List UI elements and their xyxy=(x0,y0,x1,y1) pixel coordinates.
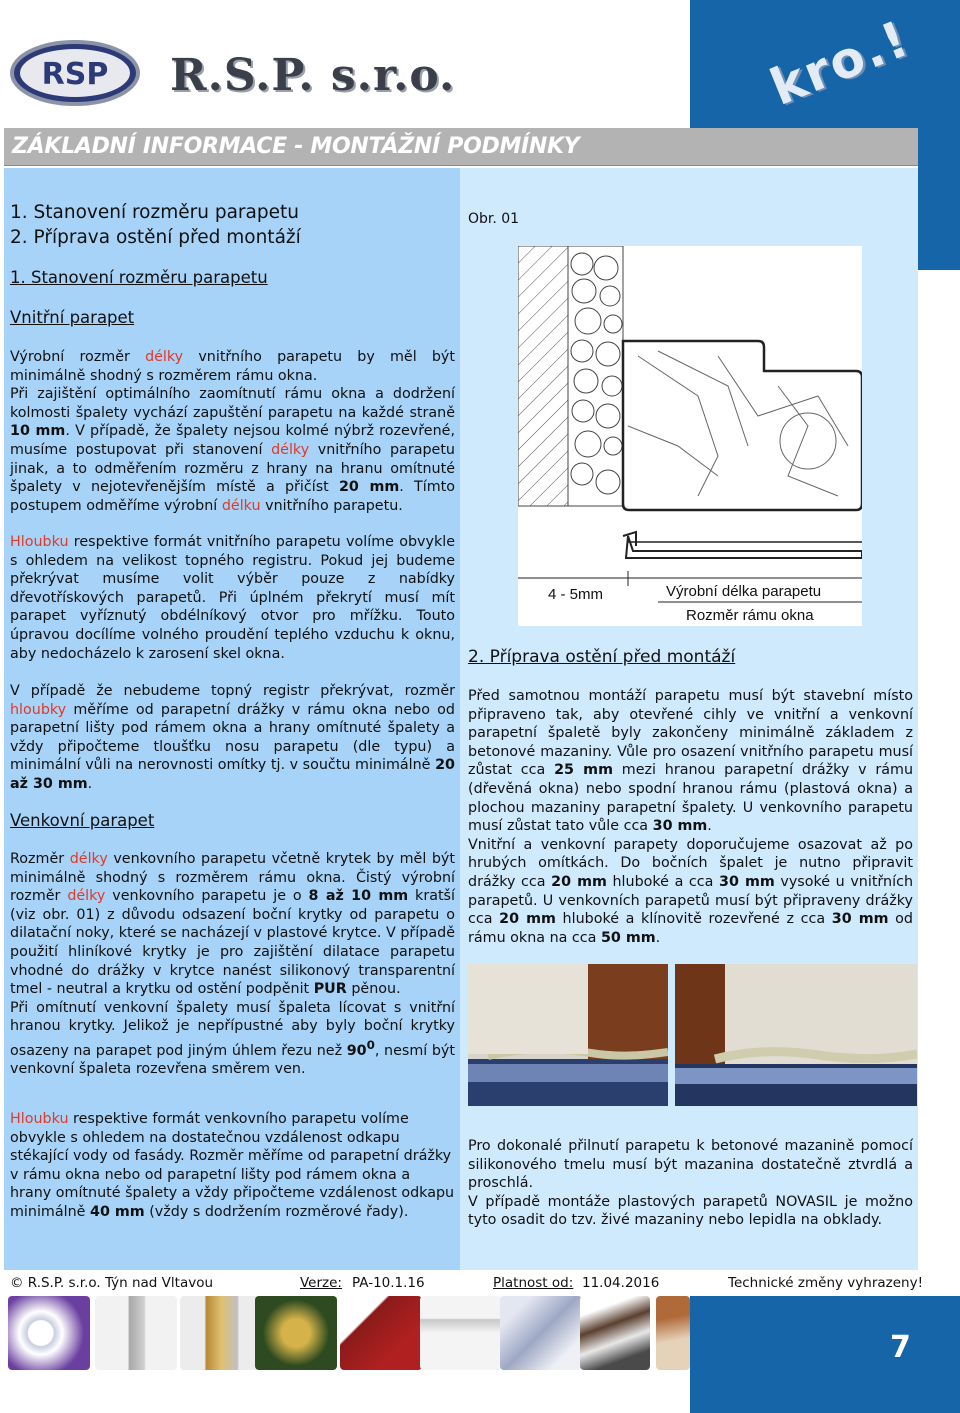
sill-installation-photo xyxy=(468,964,668,1106)
product-thumbnails xyxy=(0,1296,690,1413)
svg-text:4 - 5mm: 4 - 5mm xyxy=(548,586,604,603)
product-thumb xyxy=(420,1296,502,1370)
toc-item[interactable]: 1. Stanovení rozměru parapetu xyxy=(10,202,299,223)
footer xyxy=(0,1272,960,1296)
page-number-box xyxy=(690,1296,960,1413)
sealing-text: Pro dokonalé přilnutí parapetu k betonové mazanině pomocí silikonového tmelu musí být mazanina dostatečně ztvrdlá a proschlá. V případě montáže plastových parapetů NOVASIL je možno tyto osadit do tzv. živé mazaniny nebo lepidla na obklady. xyxy=(468,1138,913,1229)
page-number: 7 xyxy=(890,1330,911,1365)
svg-text:Výrobní délka parapetu: Výrobní délka parapetu xyxy=(666,583,822,600)
corner-word: kro.! xyxy=(762,9,918,117)
inner-no-cover-text: V případě že nebudeme topný registr překrývat, rozměr hloubky měříme od parapetní drážky v rámu okna nebo od parapetní lišty pod rámem okna a hrany omítnuté špalety a vždy připočteme tloušťku nosu parapetu (dle typu) a minimální vůli na nerovnosti omítky tj. v součtu minimálně 20 až 30 mm. xyxy=(10,683,455,792)
svg-text:RSP: RSP xyxy=(41,57,109,92)
inner-sill-text: Výrobní rozměr délky vnitřního parapetu by měl být minimálně shodný s rozměrem rámu okna. Při zajištění optimálního zaomítnutí rámu okna a dodržení kolmosti špalety vychází zapuštění parapetu na každé straně 10 mm. V případě, že špalety nejsou kolmé nýbrž rozevřené, musíme postupovat při stanovení délky vnitřního parapetu jinak, a to odměřením rozměru z hrany na hranu omítnuté špalety v nejotevřenějším místě a přičíst 20 mm. Tímto postupem odměříme výrobní délku vnitřního parapetu. xyxy=(10,349,455,514)
product-thumb xyxy=(340,1296,422,1370)
product-thumb xyxy=(500,1296,582,1370)
right-accent-band xyxy=(918,0,960,270)
sill-detail-photo xyxy=(675,964,917,1106)
table-of-contents xyxy=(10,200,301,250)
outer-sill-heading: Venkovní parapet xyxy=(10,811,155,830)
footer-version-label: Verze: xyxy=(300,1275,342,1291)
svg-text:Rozměr rámu okna: Rozměr rámu okna xyxy=(686,607,814,624)
preparation-text: Před samotnou montáží parapetu musí být stavební místo připraveno tak, aby otevřené cihly ve vnitřní a venkovní parapetní špaletě byly zakončeny minimálně základem z betonové mazaniny. Vůle pro osazení vnitřního parapetu musí zůstat cca 25 mm mezi hranou parapetní drážky v rámu (dřevěná okna) nebo spodní hranou rámu (plastová okna) a plochou mazaniny parapetní špalety. U venkovního parapetu musí zůstat tato vůle cca 30 mm. Vnitřní a venkovní parapety doporučujeme osazovat až po hrubých omítkách. Do bočních špalet je nutno připravit drážky cca 20 mm hluboké a cca 30 mm vysoké u vnitřních parapetů. U venkovních parapetů musí být připraveny drážky cca 20 mm hluboké a klínovitě rozevřené z cca 30 mm od rámu okna na cca 50 mm. xyxy=(468,688,914,946)
product-thumb xyxy=(255,1296,337,1370)
product-thumb xyxy=(180,1296,262,1370)
sill-cross-section-figure xyxy=(518,246,862,626)
product-thumb xyxy=(8,1296,90,1370)
footer-valid-label: Platnost od: xyxy=(493,1275,574,1291)
product-thumb xyxy=(580,1296,650,1370)
section1-heading: 1. Stanovení rozměru parapetu xyxy=(10,268,268,287)
brand-name: R.S.P. s.r.o. xyxy=(170,50,456,101)
footer-version: PA-10.1.16 xyxy=(352,1275,425,1291)
footer-notice: Technické změny vyhrazeny! xyxy=(728,1275,923,1291)
outer-sill-text: Rozměr délky venkovního parapetu včetně krytek by měl být minimálně shodný s rozměrem rámu okna. Čistý výrobní rozměr délky venkovního parapetu je o 8 až 10 mm kratší (viz obr. 01) z důvodu odsazení boční krytky od parapetu o dilatační noky, které se nacházejí v plastové krytce. V případě použití hliníkové krytky je pro zajištění dilatace parapetu vhodné do drážky v krytce nanést silikonový transparentní tmel - neutral a krytku od ostění podpěnit PUR pěnou. Při omítnutí venkovní špalety musí špaleta lícovat s vnitřní hranou krytky. Jelikož je nepřípustné aby byly boční krytky osazeny na parapet pod jiným úhlem řezu než $90^0$, nesmí být venkovní špaleta rozevřena směrem ven. xyxy=(10,851,456,1078)
inner-sill-heading: Vnitřní parapet xyxy=(10,308,135,327)
product-thumb xyxy=(95,1296,177,1370)
toc-item[interactable]: 2. Příprava ostění před montáží xyxy=(10,227,301,248)
inner-depth-text: Hloubku respektive formát vnitřního parapetu volíme obvykle s ohledem na velikost topného registru. Pokud jej budeme překrývat musíme volit výběr pouze z nabídky dřevotřískových parapetů. Při úplném překrytí musí mít parapet vyříznutý obdélníkový otvor pro mřížku. Touto úpravou docílíme volného proudění teplého vzduchu k oknu, aby nedocházelo k zarosení skel okna. xyxy=(10,534,455,662)
title-bar xyxy=(4,128,918,166)
outer-depth-text: Hloubku respektive formát venkovního parapetu volíme obvykle s ohledem na dostatečnou vzdálenost odkapu stékající vody od fasády. Rozměr měříme od parapetní drážky v rámu okna nebo od parapetní lišty pod rámem okna a hrany omítnuté špalety a vždy připočteme vzdálenost odkapu minimálně 40 mm (vždy s dodržením rozměrové řady). xyxy=(10,1111,455,1220)
product-thumb xyxy=(656,1296,690,1370)
footer-company: © R.S.P. s.r.o. Týn nad Vltavou xyxy=(10,1275,214,1291)
section2-heading: 2. Příprava ostění před montáží xyxy=(468,647,736,667)
figure-caption: Obr. 01 xyxy=(468,211,520,227)
footer-valid-date: 11.04.2016 xyxy=(582,1275,660,1291)
rsp-logo xyxy=(10,40,140,106)
page-title: ZÁKLADNÍ INFORMACE - MONTÁŽNÍ PODMÍNKY xyxy=(12,134,580,159)
